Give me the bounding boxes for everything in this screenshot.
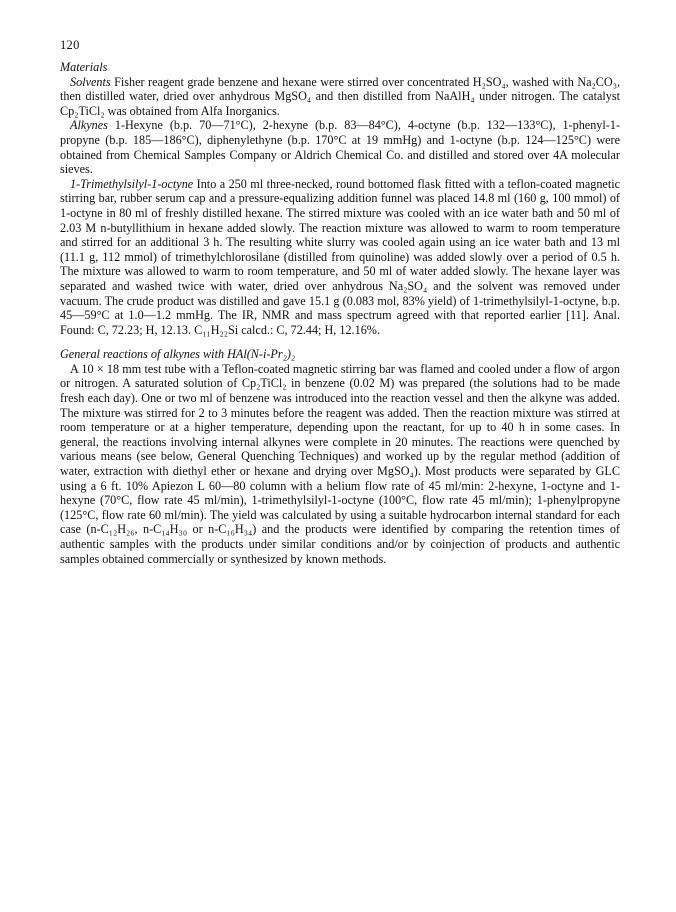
alkynes-paragraph [60, 118, 620, 176]
page-number: 120 [60, 38, 80, 52]
materials-section-title: Materials [60, 60, 108, 74]
general-reactions-paragraph: A 10 × 18 mm test tube with a Teflon-coated magnetic stirring bar was flamed and cooled under a flow of argon or nitrogen. A saturated solution of Cp₂TiCl₂ in benzene (0.02 M) was prepared (the solutions had to be made fresh each day). One or two ml of benzene was introduced into the reaction vessel and then the alkyne was added. The mixture was stirred for 2 to 3 minutes before the reagent was added. Then the reaction mixture was stirred at room temperature or at a higher temperature, depending upon the reactant, for up to 40 h in some cases. In general, the reactions involving internal alkynes were complete in 20 minutes. The reactions were quenched by various means (see below, General Quenching Techniques) and worked up by the regular method (addition of water, extraction with diethyl ether or hexane and drying over MgSO₄). Most products were separated by GLC using a 6 ft. 10% Apiezon L 60—80 column with a helium flow rate of 45 ml/min: 2-hexyne, 1-octyne and 1-hexyne (70°C, flow rate 45 ml/min), 1-trimethylsilyl-1-octyne (100°C, flow rate 45 ml/min); 1-phenylpropyne (125°C, flow rate 60 ml/min). The yield was calculated by using a suitable hydrocarbon internal standard for each case (n-C₁₂H₂₆, n-C₁₄H₃₀ or n-C₁₆H₃₄) and the products were identified by comparing the retention times of authentic samples with the products under similar conditions and/or by coinjection of products and authentic samples obtained commercially or synthesized by known methods. [60, 361, 620, 566]
trimethylsilyl-octyne-paragraph [60, 177, 620, 338]
trimethylsilyl-octyne-heading: 1-Trimethylsilyl-1-octyne [70, 176, 194, 191]
page-content [60, 60, 620, 566]
solvents-text: Fisher reagent grade benzene and hexane were stirred over concentrated H₂SO₄, washed with Na₂CO₃, then distilled water, dried over anhydrous MgSO₄ and then distilled from NaAlH₄ under nitrogen. The catalyst Cp₂TiCl₂ was obtained from Alfa Inorganics. [60, 74, 620, 118]
alkynes-text: 1-Hexyne (b.p. 70—71°C), 2-hexyne (b.p. 83—84°C), 4-octyne (b.p. 132—133°C), 1-phenyl-1-propyne (b.p. 185—186°C), diphenylethyne (b.p. 170°C at 19 mmHg) and 1-octyne (b.p. 124—125°C) were obtained from Chemical Samples Company or Aldrich Chemical Co. and distilled and stored over 4A molecular sieves. [60, 118, 621, 177]
section-gap [60, 337, 620, 347]
trimethylsilyl-octyne-text: Into a 250 ml three-necked, round bottomed flask fitted with a teflon-coated magnetic stirring bar, rubber serum cap and a pressure-equalizing addition funnel was placed 14.8 ml (160 g, 100 mmol) of 1-octyne in 80 ml of freshly distilled hexane. The stirred mixture was cooled with an ice water bath and 50 ml of 2.03 M n-butyllithium in hexane added slowly. The reaction mixture was allowed to warm to room temperature and stirred for an additional 3 h. The resulting white slurry was cooled again using an ice water bath and 13 ml (11.1 g, 112 mmol) of trimethylchlorosilane (distilled from quinoline) was added slowly over a period of 0.5 h. The mixture was allowed to warm to room temperature, and 50 ml of water added slowly. The hexane layer was separated and washed twice with water, dried over anhydrous Na₂SO₄ and the solvent was removed under vacuum. The crude product was distilled and gave 15.1 g (0.083 mol, 83% yield) of 1-trimethylsilyl-1-octyne, b.p. 45—59°C at 1.0—1.2 mmHg. The IR, NMR and mass spectrum agreed with that reported earlier [11]. Anal. Found: C, 72.23; H, 12.13. C₁₁H₂₂Si calcd.: C, 72.44; H, 12.16%. [60, 176, 621, 337]
solvents-paragraph [60, 75, 620, 119]
solvents-heading: Solvents [70, 74, 111, 89]
general-reactions-section-title: General reactions of alkynes with HAl(N-i-Pr₂)₂ [60, 347, 296, 362]
alkynes-heading: Alkynes [70, 118, 108, 133]
